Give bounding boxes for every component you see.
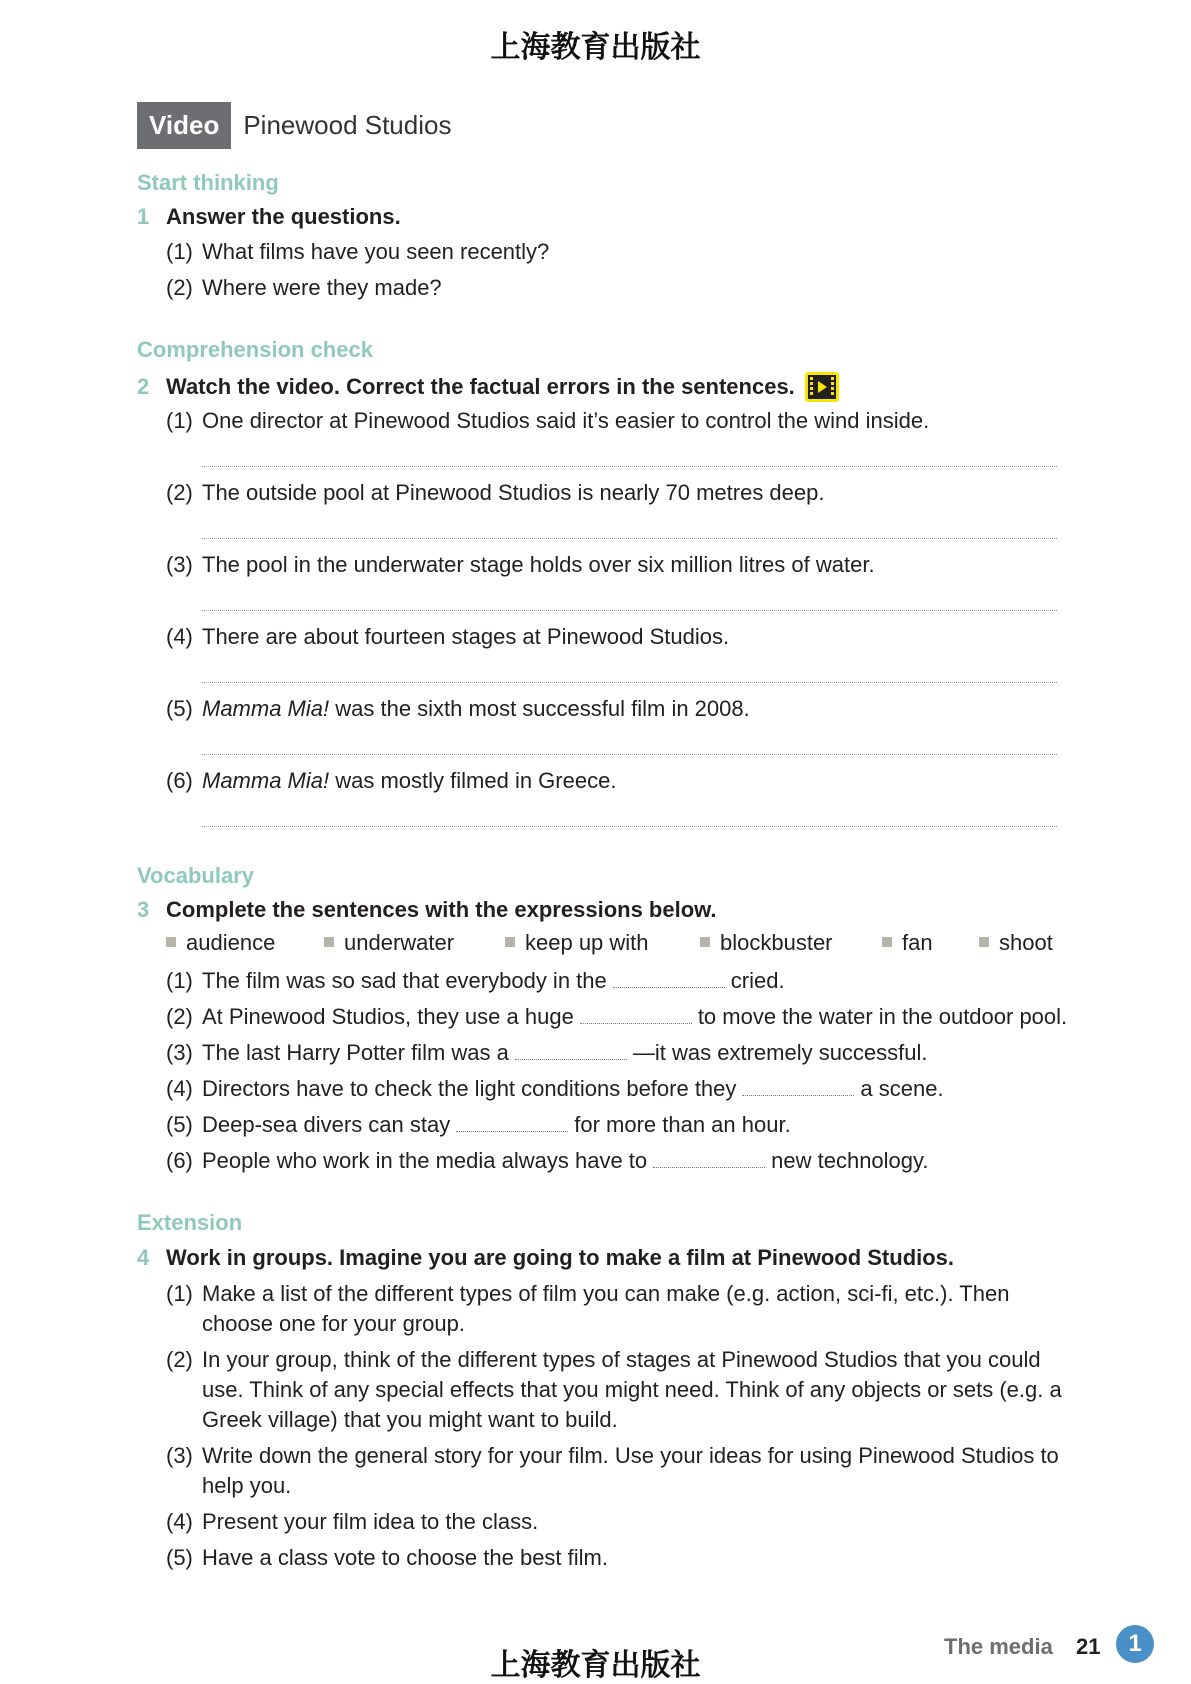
item-number: (1) [166, 239, 193, 264]
item-number: (3) [166, 1040, 193, 1065]
list-item [166, 1146, 1086, 1176]
task-2-instruction [137, 372, 839, 402]
answer-line[interactable] [202, 466, 1057, 467]
bullet-square [882, 937, 892, 947]
task-text: Watch the video. Correct the factual errors in the sentences. [166, 374, 795, 399]
sentence-start: At Pinewood Studios, they use a huge [202, 1004, 574, 1029]
film-title: Mamma Mia! [202, 696, 330, 721]
list-item [166, 1279, 1086, 1339]
fill-blank[interactable] [456, 1111, 568, 1132]
sentence-start: People who work in the media always have to [202, 1148, 648, 1173]
publisher-watermark-top: 上海教育出版社 [490, 30, 701, 65]
item-number: (6) [166, 1148, 193, 1173]
answer-line[interactable] [202, 682, 1057, 683]
item-number: (1) [166, 1281, 193, 1306]
item-number: (4) [166, 1509, 193, 1534]
task-3-instruction [137, 897, 717, 923]
word-option [166, 930, 275, 956]
item-number: (3) [166, 552, 193, 577]
item-text: The outside pool at Pinewood Studios is nearly 70 metres deep. [202, 480, 825, 505]
task-text: Answer the questions. [166, 204, 401, 229]
word-text: underwater [344, 930, 455, 955]
video-tag: Video [137, 102, 231, 149]
item-number: (2) [166, 275, 193, 300]
page-title: Pinewood Studios [243, 110, 452, 140]
item-text: Present your film idea to the class. [202, 1509, 539, 1534]
item-text: The pool in the underwater stage holds over six million litres of water. [202, 552, 875, 577]
task-number: 4 [137, 1245, 150, 1270]
word-option [882, 930, 933, 956]
section-start-thinking: Start thinking [137, 170, 279, 195]
list-item [166, 1002, 1086, 1032]
list-item [166, 478, 1086, 508]
word-text: keep up with [525, 930, 649, 955]
sentence-start: Directors have to check the light conditions before they [202, 1076, 737, 1101]
word-option [979, 930, 1053, 956]
list-item [166, 1345, 1086, 1435]
item-text [202, 1146, 1086, 1176]
section-vocabulary: Vocabulary [137, 863, 254, 888]
list-item [166, 1441, 1086, 1501]
answer-line[interactable] [202, 826, 1057, 827]
section-extension: Extension [137, 1210, 243, 1235]
item-number: (2) [166, 1004, 193, 1029]
item-text [202, 694, 1086, 724]
task-number: 2 [137, 374, 150, 399]
bullet-square [324, 937, 334, 947]
sentence-end: to move the water in the outdoor pool. [697, 1004, 1068, 1029]
list-item [166, 237, 1086, 267]
list-item [166, 1543, 1086, 1573]
item-number: (5) [166, 1112, 193, 1137]
list-item [166, 766, 1086, 796]
bullet-square [166, 937, 176, 947]
list-item [166, 1507, 1086, 1537]
unit-badge: 1 [1116, 1625, 1154, 1663]
item-text: Have a class vote to choose the best film. [202, 1545, 608, 1570]
item-text [202, 1002, 1086, 1032]
sentence-end: for more than an hour. [574, 1112, 791, 1137]
item-number: (2) [166, 1347, 193, 1372]
item-number: (5) [166, 696, 193, 721]
item-number: (4) [166, 1076, 193, 1101]
item-text [202, 1110, 1086, 1140]
bullet-square [700, 937, 710, 947]
item-text: One director at Pinewood Studios said it’s easier to control the wind inside. [202, 408, 930, 433]
list-item [166, 1074, 1086, 1104]
page-number: 21 [1076, 1634, 1101, 1659]
fill-blank[interactable] [515, 1039, 627, 1060]
sentence-start: The last Harry Potter film was a [202, 1040, 509, 1065]
task-1-instruction [137, 204, 401, 230]
word-text: shoot [999, 930, 1053, 955]
item-number: (6) [166, 768, 193, 793]
task-text: Work in groups. Imagine you are going to make a film at Pinewood Studios. [166, 1245, 955, 1270]
item-text: In your group, think of the different types of stages at Pinewood Studios that you could use. Think of any special effects that you might need. Think of any objects or sets (e.g. a Greek village) that you might want to build. [202, 1347, 1062, 1432]
task-text: Complete the sentences with the expressions below. [166, 897, 717, 922]
item-number: (4) [166, 624, 193, 649]
list-item [166, 1038, 1086, 1068]
sentence-start: The film was so sad that everybody in the [202, 968, 607, 993]
answer-line[interactable] [202, 538, 1057, 539]
sentence-end: —it was extremely successful. [632, 1040, 928, 1065]
item-number: (1) [166, 408, 193, 433]
footer-unit-title: The media [944, 1634, 1053, 1659]
fill-blank[interactable] [742, 1075, 854, 1096]
word-text: fan [902, 930, 933, 955]
sentence-start: Deep-sea divers can stay [202, 1112, 451, 1137]
bullet-square [505, 937, 515, 947]
item-text: Where were they made? [202, 275, 442, 300]
list-item [166, 622, 1086, 652]
item-text-rest: was the sixth most successful film in 2008. [329, 696, 750, 721]
item-text: What films have you seen recently? [202, 239, 550, 264]
sentence-end: a scene. [860, 1076, 944, 1101]
fill-blank[interactable] [613, 967, 725, 988]
film-title: Mamma Mia! [202, 768, 330, 793]
list-item [166, 966, 1086, 996]
sentence-end: new technology. [771, 1148, 929, 1173]
word-option [324, 930, 454, 956]
item-text [202, 766, 1086, 796]
word-text: audience [186, 930, 276, 955]
item-text: Make a list of the different types of film you can make (e.g. action, sci-fi, etc.). Then choose one for your group. [202, 1281, 1010, 1336]
answer-line[interactable] [202, 754, 1057, 755]
item-text [202, 1074, 1086, 1104]
sentence-end: cried. [730, 968, 785, 993]
list-item [166, 1110, 1086, 1140]
task-number: 1 [137, 204, 150, 229]
list-item [166, 550, 1086, 580]
item-number: (5) [166, 1545, 193, 1570]
fill-blank[interactable] [653, 1147, 765, 1168]
word-text: blockbuster [720, 930, 833, 955]
item-number: (2) [166, 480, 193, 505]
task-number: 3 [137, 897, 150, 922]
video-icon [805, 372, 839, 402]
publisher-watermark-bottom: 上海教育出版社 [490, 1648, 701, 1683]
word-option [505, 930, 649, 956]
item-text: Write down the general story for your film. Use your ideas for using Pinewood Studios to help you. [202, 1443, 1059, 1498]
list-item [166, 273, 1086, 303]
item-text [202, 966, 1086, 996]
task-4-instruction [137, 1245, 954, 1271]
list-item [166, 694, 1086, 724]
page-header [137, 102, 451, 149]
fill-blank[interactable] [580, 1003, 692, 1024]
word-option [700, 930, 833, 956]
section-comprehension-check: Comprehension check [137, 337, 373, 362]
item-number: (1) [166, 968, 193, 993]
list-item [166, 406, 1086, 436]
item-text: There are about fourteen stages at Pinewood Studios. [202, 624, 730, 649]
item-text-rest: was mostly filmed in Greece. [329, 768, 617, 793]
answer-line[interactable] [202, 610, 1057, 611]
bullet-square [979, 937, 989, 947]
item-text [202, 1038, 1086, 1068]
item-number: (3) [166, 1443, 193, 1468]
